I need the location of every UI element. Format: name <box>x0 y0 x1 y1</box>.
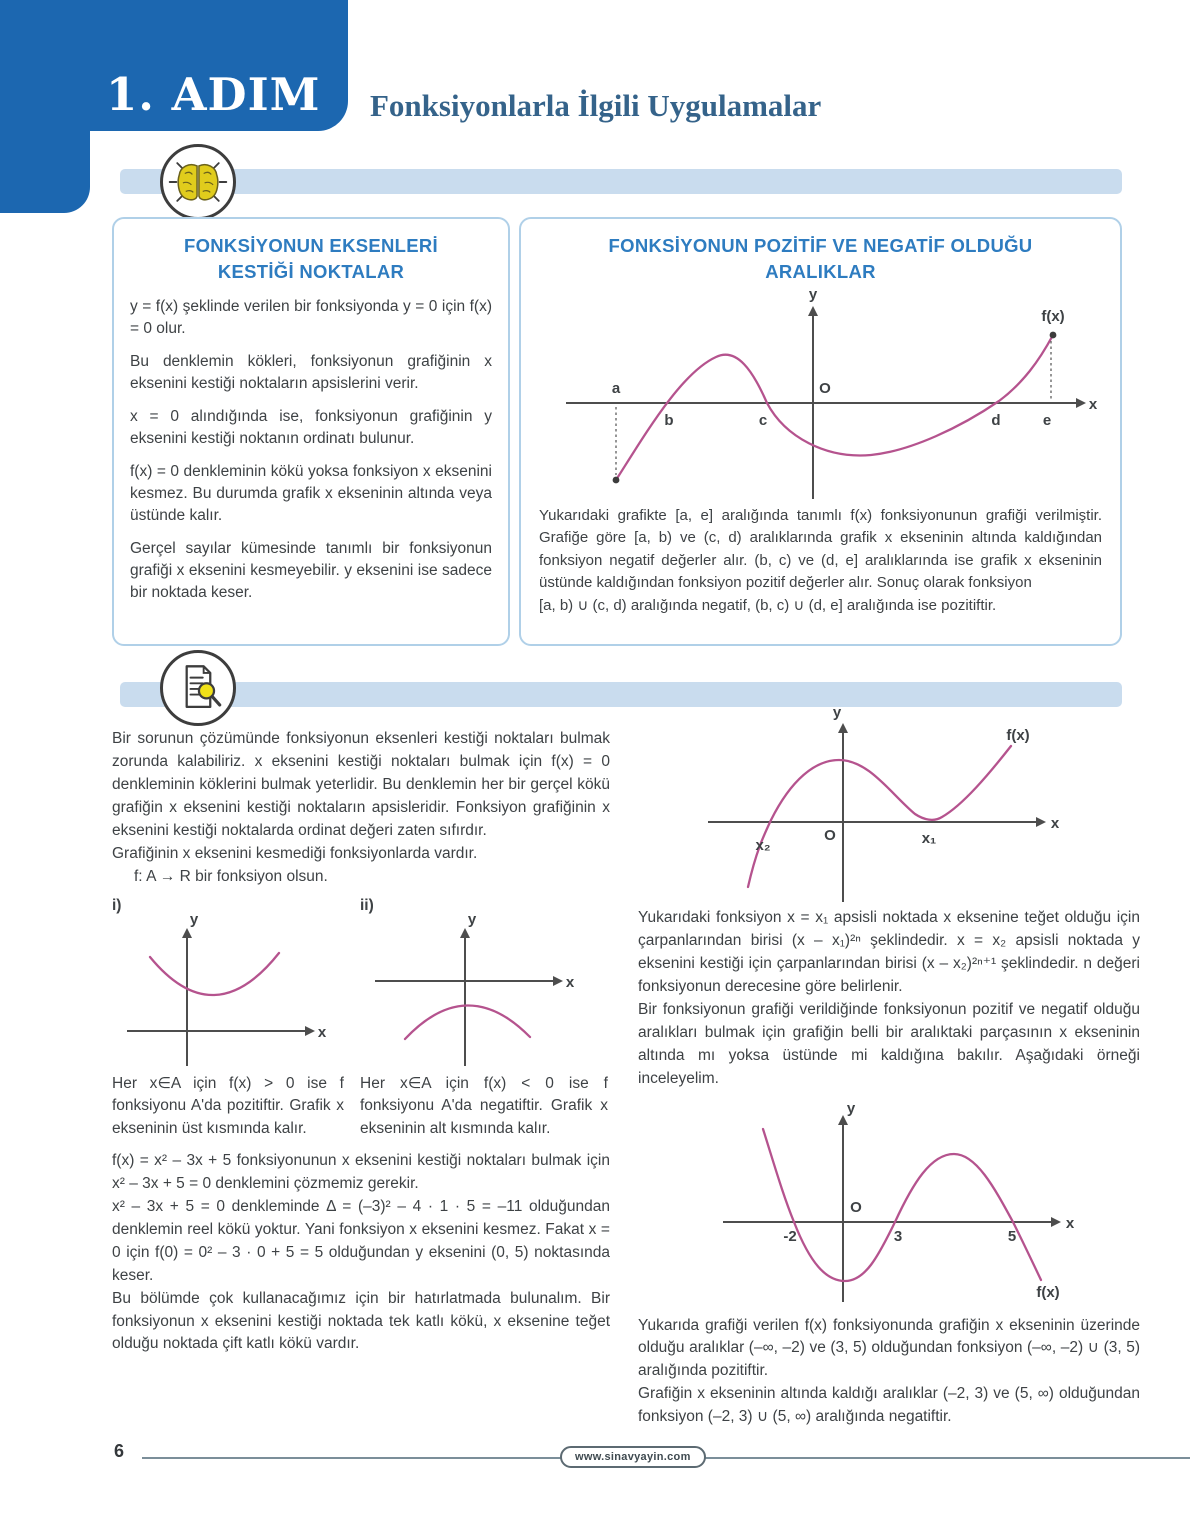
negative-parabola-graph <box>360 909 575 1069</box>
tick-minus2-label: -2 <box>783 1227 797 1245</box>
fx-label: f(x) <box>1040 307 1065 325</box>
brain-icon-graphic <box>165 149 231 215</box>
pos-neg-intervals-box <box>519 217 1122 646</box>
point-b-label: b <box>663 411 674 429</box>
cubic-sign-example-graph <box>708 1097 1078 1307</box>
publisher-website: www.sinavyayin.com <box>560 1446 706 1468</box>
figure-i-caption: Her x∈A için f(x) > 0 ise f fonksiyonu A'da pozitiftir. Grafik x ekseninin üst kısmında kalır. <box>112 1074 344 1137</box>
box2-title-line1: FONKSİYONUN POZİTİF VE NEGATİF OLDUĞU <box>608 235 1033 256</box>
fx-label: f(x) <box>1006 727 1030 744</box>
figure-i-label: i) <box>112 896 122 914</box>
figure-negative-function <box>360 897 608 1140</box>
y-axis-label: y <box>808 285 817 303</box>
x2-root-label: x₂ <box>755 837 771 854</box>
figure-ii-caption: Her x∈A için f(x) < 0 ise f fonksiyonu A'da negatiftir. Grafik x ekseninin alt kısmında kalır. <box>360 1074 608 1137</box>
box2-title <box>539 233 1102 285</box>
box1-paragraph: y = f(x) şeklinde verilen bir fonksiyonda y = 0 için f(x) = 0 olur. <box>130 297 492 337</box>
point-c-label: c <box>758 411 767 429</box>
function-definition-line: f: A → R bir fonksiyon olsun. <box>134 867 328 885</box>
box2-paragraph: Yukarıdaki grafikte [a, e] aralığında tanımlı f(x) fonksiyonunun grafiği verilmiştir. Grafiğe göre [a, b) ve (c, d) aralıklarında grafik x ekseninin altında kaldığından fonksiyon negatif değerler alır. (b, c) ve (d, e] aralıklarında ise grafik x ekseninin üstünde kaldığından fonksiyon pozitif değerler alır. Sonuç olarak fonksiyon <box>539 506 1102 592</box>
fx-curve <box>763 1129 1041 1281</box>
tick-3-label: 3 <box>893 1227 903 1245</box>
origin-label: O <box>824 827 836 844</box>
brain-lightbulb-icon <box>160 144 236 220</box>
y-axis-label: y <box>846 1099 856 1117</box>
point-d-label: d <box>990 411 1001 429</box>
function-sign-graph <box>541 285 1101 503</box>
box1-title-line1: FONKSİYONUN EKSENLERİ <box>183 235 439 256</box>
figure-ii-label: ii) <box>360 896 374 914</box>
right-column <box>638 700 1140 1429</box>
intro-paragraph: Grafiğinin x eksenini kesmediği fonksiyonlarda vardır. <box>112 844 478 862</box>
origin-label: O <box>818 379 831 397</box>
point-a-label: a <box>611 379 620 397</box>
math-paragraph: f(x) = x² – 3x + 5 fonksiyonunun x eksenini kestiği noktaları bulmak için x² – 3x + 5 = 0 denklemini çözmemiz gerekir. <box>112 1151 610 1192</box>
box1-title <box>130 233 492 285</box>
x-axis-label: x <box>1088 395 1097 413</box>
right-final-paragraph: Yukarıda grafiği verilen f(x) fonksiyonunda grafiğin x ekseninin üzerinde olduğu aralıklar (–∞, –2) ve (3, 5) olduğundan fonksiyon (–∞, –2) ∪ (3, 5) aralığında pozitiftir. <box>638 1316 1140 1380</box>
math-paragraph: x² – 3x + 5 = 0 denkleminde Δ = (–3)² – 4 · 1 · 5 = –11 olduğundan denklemin reel kökü yoktur. Yani fonksiyon x eksenini kesmez. Fakat x = 0 için f(0) = 0² – 3 · 0 + 5 = 5 olduğundan y eksenini (0, 5) noktasında keser. <box>112 1197 610 1284</box>
page-number: 6 <box>114 1441 125 1461</box>
x-axis-label: x <box>317 1023 327 1041</box>
fx-curve <box>748 746 1011 887</box>
fx-curve <box>616 335 1053 480</box>
x-axis-label: x <box>1065 1214 1075 1232</box>
axes-intercepts-box <box>112 217 510 646</box>
page-title: Fonksiyonlarla İlgili Uygulamalar <box>370 88 822 123</box>
y-axis-label: y <box>189 910 199 928</box>
box1-title-line2: KESTİĞİ NOKTALAR <box>217 260 405 282</box>
figure-positive-function <box>112 897 344 1140</box>
math-paragraph: Bu bölümde çok kullanacağımız için bir hatırlatmada bulunalım. Bir fonksiyonun x eksenini kestiği noktada tek katlı kökü, x eksenine teğet olduğu noktada çift katlı kökü vardır. <box>112 1289 610 1353</box>
box1-paragraph: Gerçel sayılar kümesinde tanımlı bir fonksiyonun grafiği x eksenini kesmeyebilir. y eksenini ise sadece bir noktada keser. <box>130 539 492 601</box>
intro-paragraph: Bir sorunun çözümünde fonksiyonun eksenleri kestiği noktaları bulmak zorunda kalabiliriz. x eksenini kestiği noktaları bulmak için f(x) = 0 denkleminin köklerini bulmak yeterlidir. Bu denklemin her bir gerçel kökü grafiğin x eksenini kestiği noktaların apsisleridir. Fonksiyon grafiğinin x eksenini kestiği noktalarda ordinat değeri zaten sıfırdır. <box>112 730 610 839</box>
box1-paragraph: Bu denklemin kökleri, fonksiyonun grafiğinin x eksenini kestiği noktaların apsislerini verir. <box>130 352 492 392</box>
right-final-paragraph: Grafiğin x ekseninin altında kaldığı aralıklar (–2, 3) ve (5, ∞) olduğundan fonksiyon (–2, 3) ∪ (5, ∞) aralığında negatiftir. <box>638 1385 1140 1426</box>
point-e-label: e <box>1042 411 1051 429</box>
box1-paragraph: x = 0 alındığında ise, fonksiyonun grafiğinin y eksenini kestiği noktanın ordinatı bulunur. <box>130 407 492 447</box>
x-axis-label: x <box>565 973 575 991</box>
tangent-root-graph <box>693 702 1063 907</box>
origin-label: O <box>850 1198 862 1216</box>
tick-5-label: 5 <box>1007 1227 1017 1245</box>
box2-title-line2: ARALIKLAR <box>765 260 876 282</box>
step-label: 1. ADIM <box>106 68 321 121</box>
document-icon-graphic <box>165 655 231 721</box>
document-magnifier-icon <box>160 650 236 726</box>
mini-graphs-row <box>112 897 610 1140</box>
right-paragraph: Bir fonksiyonun grafiği verildiğinde fonksiyonun pozitif ve negatif olduğu aralıkları bulmak için grafiğin belli bir aralıktaki parçasının x ekseninin altında mı yoksa üstünde mi kaldığına bakılır. Aşağıdaki örneği inceleyelim. <box>638 1000 1140 1087</box>
x1-root-label: x₁ <box>921 830 937 847</box>
left-column <box>112 728 610 1356</box>
right-paragraph: Yukarıdaki fonksiyon x = x₁ apsisli noktada x eksenine teğet olduğu için çarpanlarından birisi (x – x₁)²ⁿ şeklindedir. x = x₂ apsisli noktada y eksenini kestiği için çarpanlarından birisi (x – x₂)²ⁿ⁺¹ şeklindedir. n değeri fonksiyonun derecesine göre belirlenir. <box>638 909 1140 995</box>
section-divider-bar <box>120 169 1122 194</box>
x-axis-label: x <box>1050 815 1060 832</box>
box1-paragraph: f(x) = 0 denkleminin kökü yoksa fonksiyon x eksenini kesmez. Bu durumda grafik x ekseninin altında veya üstünde kalır. <box>130 462 492 524</box>
worked-example <box>112 1150 610 1356</box>
box2-conclusion: [a, b) ∪ (c, d) aralığında negatif, (b, c) ∪ (d, e] aralığında ise pozitiftir. <box>539 596 997 614</box>
y-axis-label: y <box>832 704 842 721</box>
positive-parabola-graph <box>112 909 327 1069</box>
y-axis-label: y <box>467 910 477 928</box>
fx-label: f(x) <box>1036 1283 1060 1301</box>
